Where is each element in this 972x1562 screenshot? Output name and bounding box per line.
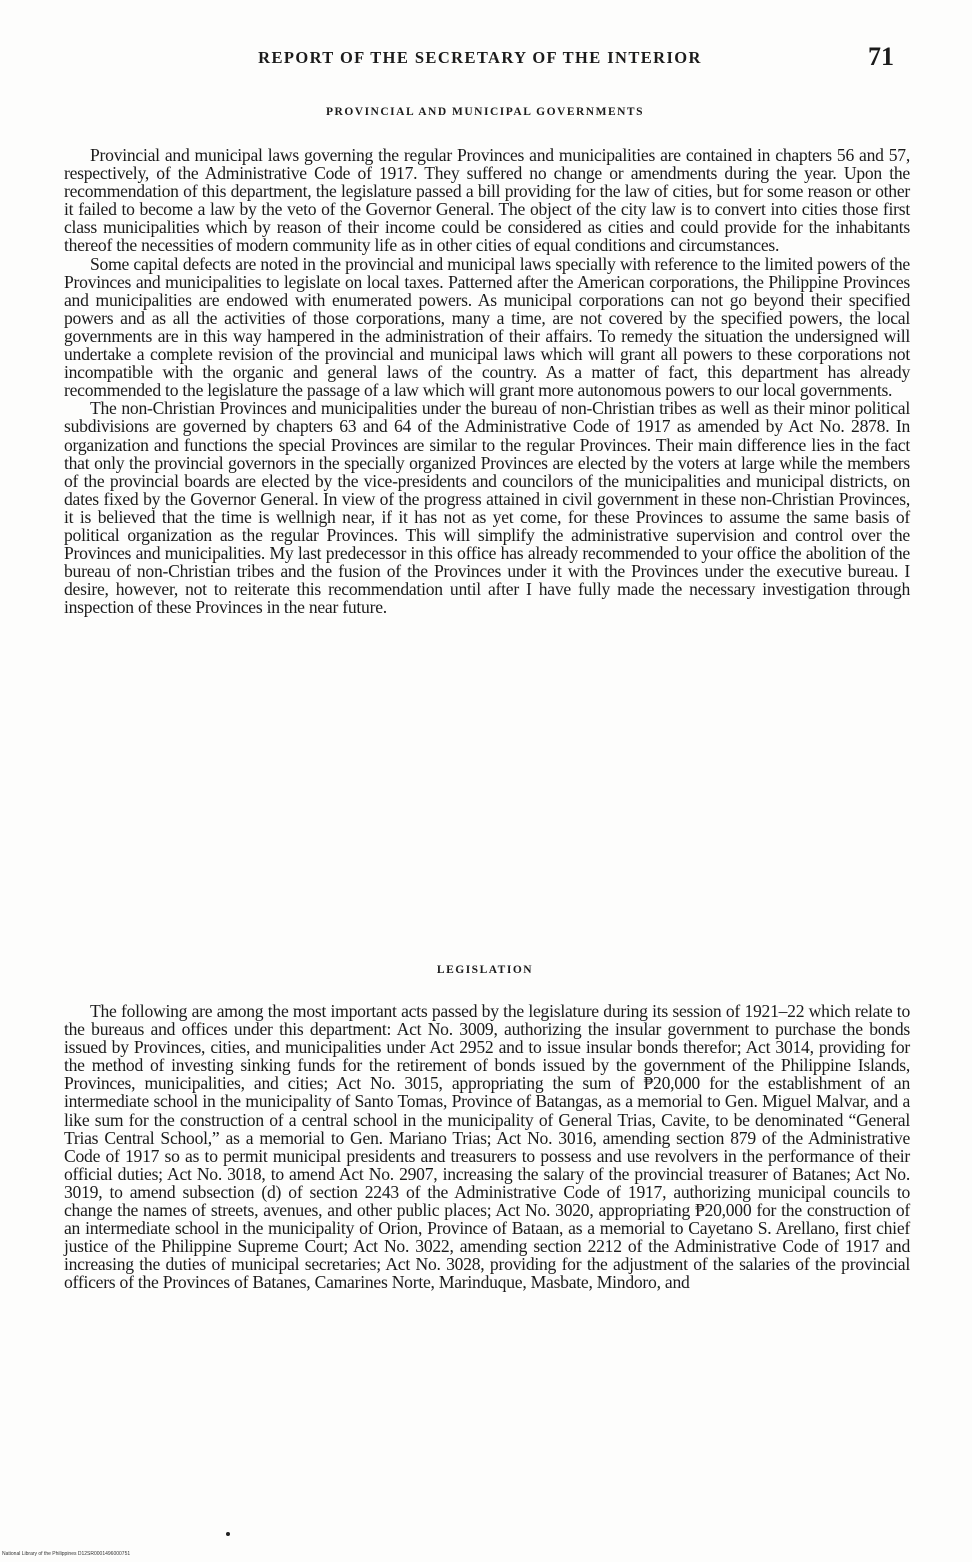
page-number: 71 (868, 42, 894, 71)
scan-footer-note: National Library of the Philippines D12SR0001496000751 (2, 1551, 131, 1557)
ink-dot (226, 1532, 230, 1536)
paragraph: The non-Christian Provinces and municipalities under the bureau of non-Christian tribes as well as their minor political subdivisions are governed by chapters 63 and 64 of the Administrative Code of 1917 as amended by Act No. 2878. In organization and functions the special Provinces are similar to the regular Provinces. Their main difference lies in the fact that only the provincial governors in the specially organized Provinces are elected by the voters at large while the members of the provincial boards are elected by the vice-presidents and councilors of the municipalities and municipal districts, on dates fixed by the Governor General. In view of the progress attained in civil government in these non-Christian Provinces, it is believed that the time is wellnigh near, if it has not as yet come, for these Provinces to assume the same basis of political organization as the regular Provinces. This will simplify the administrative supervision and control over the Provinces and municipalities. My last predecessor in this office has already recommended to your office the abolition of the bureau of non-Christian tribes and the fusion of the Provinces under it with the Provinces under the executive bureau. I desire, however, not to reiterate this recommendation until after I have fully made the necessary investigation through inspection of these Provinces in the near future. (64, 398, 910, 618)
paragraph: Some capital defects are noted in the provincial and municipal laws specially with reference to the limited powers of the Provinces and municipalities to legislate on local taxes. Patterned after the American corporations, the Philippine Provinces and municipalities are endowed with enumerated powers. As municipal corporations can not go beyond their specified powers and as all the activities of those corporations, many a time, are not covered by the specified powers, the local governments are in this way hampered in the administration of their affairs. To remedy the situation the undersigned will undertake a complete revision of the provincial and municipal laws which will grant all powers to these corporations not incompatible with the organic and general laws of the country. As a matter of fact, this department has already recommended to the legislature the passage of a law which will grant more autonomous powers to our local governments. (64, 253, 910, 401)
running-head: REPORT OF THE SECRETARY OF THE INTERIOR (258, 48, 702, 67)
paragraph: Provincial and municipal laws governing the regular Provinces and municipalities are contained in chapters 56 and 57, respectively, of the Administrative Code of 1917. They suffered no change or amendments during the year. Upon the recommendation of this department, the legislature passed a bill providing for the law of cities, but for some reason or other it failed to become a law by the veto of the Governor General. The object of the city law is to convert into cities those first class municipalities which by reason of their income could be considered as cities and could provide for the inhabitants thereof the necessities of modern community life as in other cities of equal conditions and circumstances. (64, 145, 910, 256)
section-heading-provincial: PROVINCIAL AND MUNICIPAL GOVERNMENTS (326, 106, 644, 118)
section-heading-legislation: LEGISLATION (436, 964, 534, 976)
paragraph: The following are among the most important acts passed by the legislature during its session of 1921–22 which relate to the bureaus and offices under this department: Act No. 3009, authorizing the insular government to purchase the bonds issued by Provinces, cities, and municipalities under Act 2952 and to issue insular bonds therefor; Act 3014, providing for the method of investing sinking funds for the retirement of bonds issued by the government of the Philippine Islands, Provinces, municipalities, and cities; Act No. 3015, appropriating the sum of ₱20,000 for the establishment of an intermediate school in the municipality of Santo Tomas, Province of Batangas, as a memorial to Gen. Miguel Malvar, and a like sum for the construction of a central school in the municipality of General Trias, Cavite, to be denominated “General Trias Central School,” as a memorial to Gen. Mariano Trias; Act No. 3016, amending section 879 of the Administrative Code of 1917 so as to permit municipal presidents and treasurers to possess and use revolvers in the performance of their official duties; Act No. 3018, to amend Act No. 2907, increasing the salary of the provincial treasurer of Batanes; Act No. 3019, to amend subsection (d) of section 2243 of the Administrative Code of 1917, authorizing municipal councils to change the names of streets, avenues, and other public places; Act No. 3020, appropriating ₱20,000 for the construction of an intermediate school in the municipality of Orion, Province of Bataan, as a memorial to Cayetano S. Arellano, first chief justice of the Philippine Supreme Court; Act No. 3022, amending section 2212 of the Administrative Code of 1917 and increasing the duties of municipal secretaries; Act No. 3028, providing for the adjustment of the salaries of the provincial officers of the Provinces of Batanes, Camarines Norte, Marinduque, Masbate, Mindoro, and (64, 1001, 910, 1293)
section-body-provincial (64, 146, 910, 616)
section-body-legislation (64, 1002, 910, 1292)
